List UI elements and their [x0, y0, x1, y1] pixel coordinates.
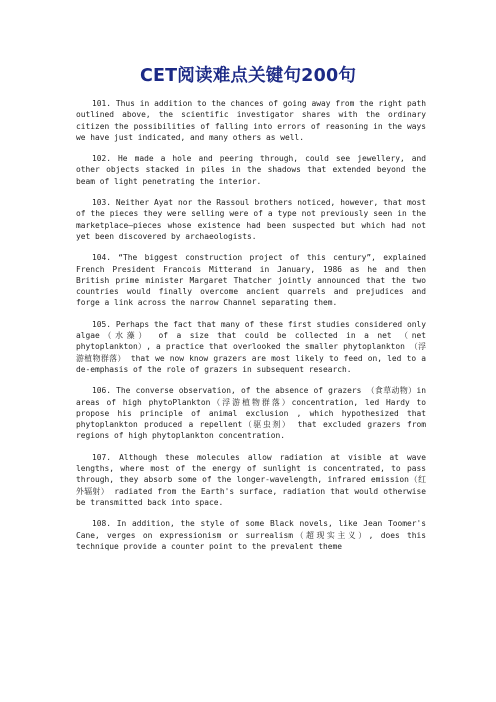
paragraph-105: 105. Perhaps the fact that many of these first studies considered only algae（水藻） of a size that could be collected in a net （net phytoplankton）, a practice that overlooked the smaller phytoplankton （浮游植物群落） that we now know grazers are most likely to feed on, led to a de-emphasis of the role of grazers in subsequent research. — [76, 319, 426, 374]
document-body — [76, 98, 426, 562]
paragraph-102: 102. He made a hole and peering through, could see jewellery, and other objects stacked in piles in the shadows that extended beyond the beam of light penetrating the interior. — [76, 154, 426, 186]
paragraph-103: 103. Neither Ayat nor the Rassoul brothers noticed, however, that most of the pieces they were selling were of a type not previously seen in the marketplace—pieces whose existence had been suspected but which had not yet been discovered by archaeologists. — [76, 198, 426, 241]
paragraph-104: 104. “The biggest construction project of this century”, explained French President Francois Mitterand in January, 1986 as he and then British prime minister Margaret Thatcher jointly announced that the two countries would finally overcome ancient quarrels and prejudices and forge a link across the narrow Channel separating them. — [76, 253, 426, 308]
paragraph-107: 107. Although these molecules allow radiation at visible at wave lengths, where most of the energy of sunlight is concentrated, to pass through, they absorb some of the longer-wavelength, infrared emission（红外辐射） radiated from the Earth's surface, radiation that would otherwise be transmitted back into space. — [76, 452, 426, 507]
paragraph-106: 106. The converse observation, of the absence of grazers （食草动物）in areas of high phytoPlankton（浮游植物群落）concentration, led Hardy to propose his principle of animal exclusion , which hypothesized that phytoplankton produced a repellent（驱虫剂） that excluded grazers from regions of high phytoplankton concentration. — [76, 386, 426, 441]
document-title: CET阅读难点关键句200句 — [139, 66, 357, 86]
paragraph-101: 101. Thus in addition to the chances of going away from the right path outlined above, the scientific investigator shares with the ordinary citizen the possibilities of falling into errors of reasoning in the ways we have just indicated, and many others as well. — [76, 99, 426, 142]
paragraph-108: 108. In addition, the style of some Black novels, like Jean Toomer's Cane, verges on expressionism or surrealism（超现实主义）, does this technique provide a counter point to the prevalent theme — [76, 519, 426, 551]
